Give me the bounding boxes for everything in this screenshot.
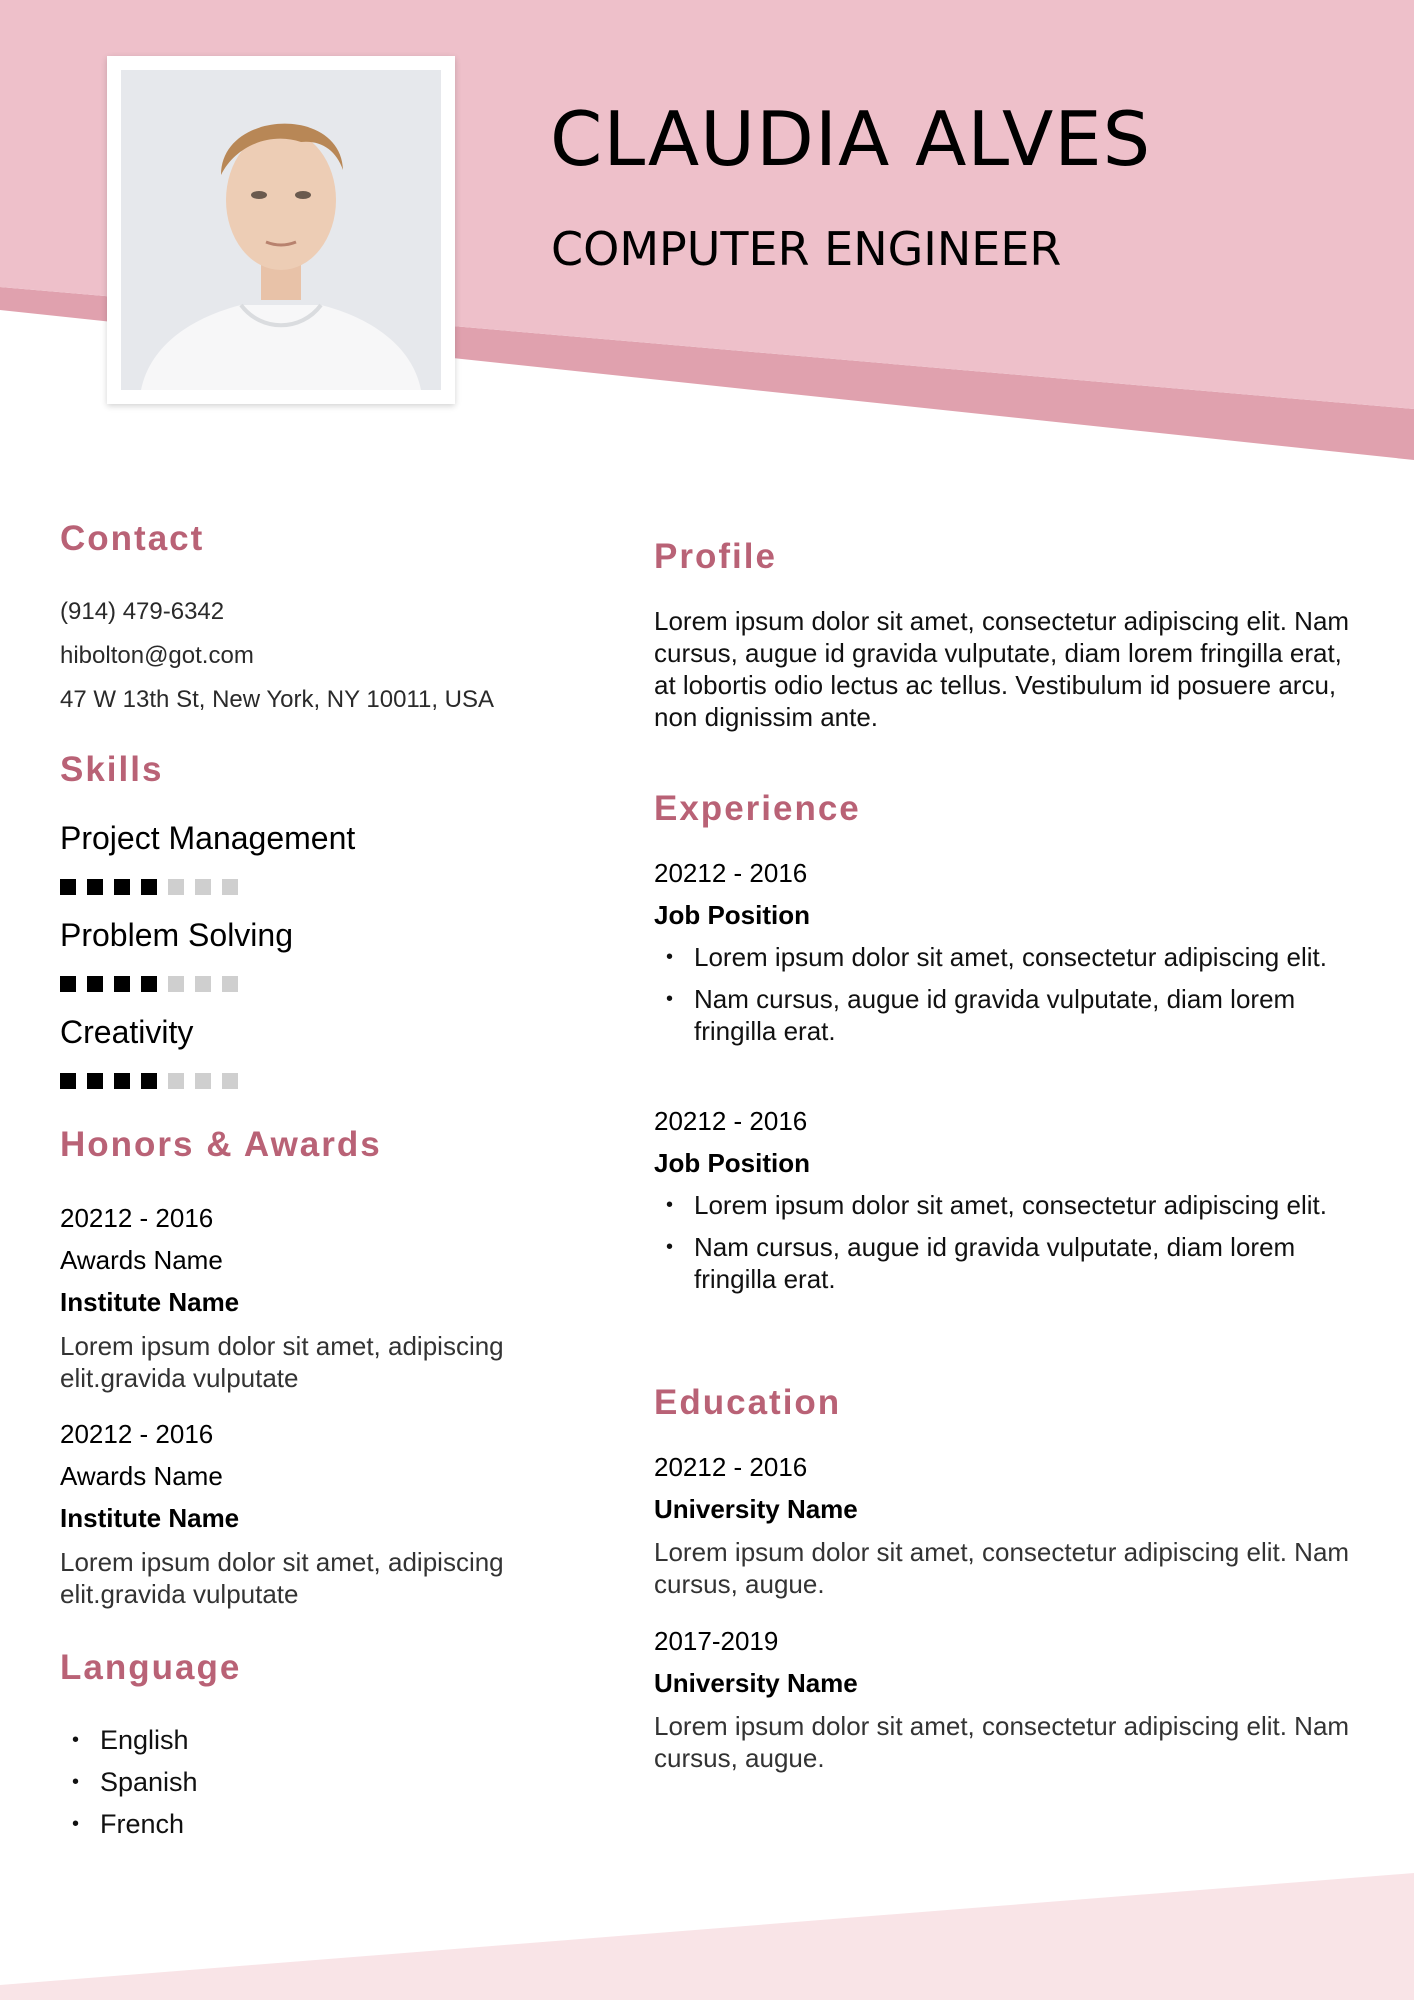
contact-title: Contact bbox=[60, 519, 205, 558]
skill-square-empty bbox=[168, 976, 184, 992]
skill-square-filled bbox=[141, 976, 157, 992]
skill-square-filled bbox=[87, 976, 103, 992]
experience-bullets bbox=[654, 941, 1334, 1047]
skill-square-empty bbox=[168, 1073, 184, 1089]
experience-title: Experience bbox=[654, 789, 861, 828]
education-date: 20212 - 2016 bbox=[654, 1452, 808, 1482]
skill-square-filled bbox=[114, 976, 130, 992]
skill-square-empty bbox=[195, 879, 211, 895]
award-date: 20212 - 2016 bbox=[60, 1419, 214, 1449]
skill-level-bar bbox=[60, 1073, 238, 1089]
skill-square-filled bbox=[141, 879, 157, 895]
experience-bullet: • Nam cursus, augue id gravida vulputate, diam lorem fringilla erat. bbox=[654, 983, 1334, 1047]
award-name: Awards Name bbox=[60, 1245, 223, 1275]
skill-square-filled bbox=[114, 879, 130, 895]
skill-square-filled bbox=[87, 1073, 103, 1089]
experience-date: 20212 - 2016 bbox=[654, 858, 808, 888]
contact-phone: (914) 479-6342 bbox=[60, 598, 225, 625]
award-description: Lorem ipsum dolor sit amet, adipiscing elit.gravida vulputate bbox=[60, 1331, 504, 1393]
skill-square-empty bbox=[195, 1073, 211, 1089]
award-institute: Institute Name bbox=[60, 1287, 240, 1317]
education-school: University Name bbox=[654, 1668, 858, 1698]
award-name: Awards Name bbox=[60, 1461, 223, 1491]
experience-position: Job Position bbox=[654, 900, 810, 930]
education-school: University Name bbox=[654, 1494, 858, 1524]
skill-level-bar bbox=[60, 976, 238, 992]
skill-square-empty bbox=[195, 976, 211, 992]
candidate-role: COMPUTER ENGINEER bbox=[551, 222, 1062, 276]
education-date: 2017-2019 bbox=[654, 1626, 779, 1656]
skill-name: Project Management bbox=[60, 820, 356, 856]
language-item: • French bbox=[60, 1808, 198, 1840]
award-institute: Institute Name bbox=[60, 1503, 240, 1533]
education-description: Lorem ipsum dolor sit amet, consectetur adipiscing elit. Nam cursus, augue. bbox=[654, 1711, 1350, 1773]
skill-level-bar bbox=[60, 879, 238, 895]
award-date: 20212 - 2016 bbox=[60, 1203, 214, 1233]
skill-square-empty bbox=[168, 879, 184, 895]
skill-name: Creativity bbox=[60, 1014, 194, 1050]
language-title: Language bbox=[60, 1648, 242, 1687]
experience-bullet: • Lorem ipsum dolor sit amet, consectetur adipiscing elit. bbox=[654, 1189, 1334, 1221]
experience-bullets bbox=[654, 1189, 1334, 1295]
skills-title: Skills bbox=[60, 750, 164, 789]
contact-address: 47 W 13th St, New York, NY 10011, USA bbox=[60, 686, 495, 713]
profile-photo bbox=[121, 70, 441, 390]
skill-square-filled bbox=[60, 976, 76, 992]
profile-title: Profile bbox=[654, 537, 777, 576]
experience-date: 20212 - 2016 bbox=[654, 1106, 808, 1136]
skill-square-filled bbox=[60, 879, 76, 895]
language-item: • English bbox=[60, 1724, 198, 1756]
profile-text: Lorem ipsum dolor sit amet, consectetur adipiscing elit. Nam cursus, augue id gravida vulputate, diam lorem fringilla erat, at lobortis odio lectus ac tellus. Vestibulum id posuere arcu, non dignissim ante. bbox=[654, 606, 1350, 732]
experience-bullet: • Lorem ipsum dolor sit amet, consectetur adipiscing elit. bbox=[654, 941, 1334, 973]
profile-photo-frame bbox=[107, 56, 455, 404]
candidate-name: CLAUDIA ALVES bbox=[550, 95, 1152, 183]
skill-square-filled bbox=[60, 1073, 76, 1089]
skill-square-filled bbox=[141, 1073, 157, 1089]
skill-square-filled bbox=[114, 1073, 130, 1089]
contact-email: hibolton@got.com bbox=[60, 642, 254, 669]
skill-square-empty bbox=[222, 1073, 238, 1089]
education-description: Lorem ipsum dolor sit amet, consectetur adipiscing elit. Nam cursus, augue. bbox=[654, 1537, 1350, 1599]
language-item: • Spanish bbox=[60, 1766, 198, 1798]
education-title: Education bbox=[654, 1383, 842, 1422]
person-portrait-icon bbox=[121, 70, 441, 390]
skill-square-empty bbox=[222, 976, 238, 992]
award-description: Lorem ipsum dolor sit amet, adipiscing elit.gravida vulputate bbox=[60, 1547, 504, 1609]
footer-band bbox=[0, 1873, 1414, 2000]
skill-square-empty bbox=[222, 879, 238, 895]
language-list bbox=[60, 1724, 198, 1850]
awards-title: Honors & Awards bbox=[60, 1125, 382, 1164]
experience-bullet: • Nam cursus, augue id gravida vulputate, diam lorem fringilla erat. bbox=[654, 1231, 1334, 1295]
skill-square-filled bbox=[87, 879, 103, 895]
skill-name: Problem Solving bbox=[60, 917, 293, 953]
experience-position: Job Position bbox=[654, 1148, 810, 1178]
